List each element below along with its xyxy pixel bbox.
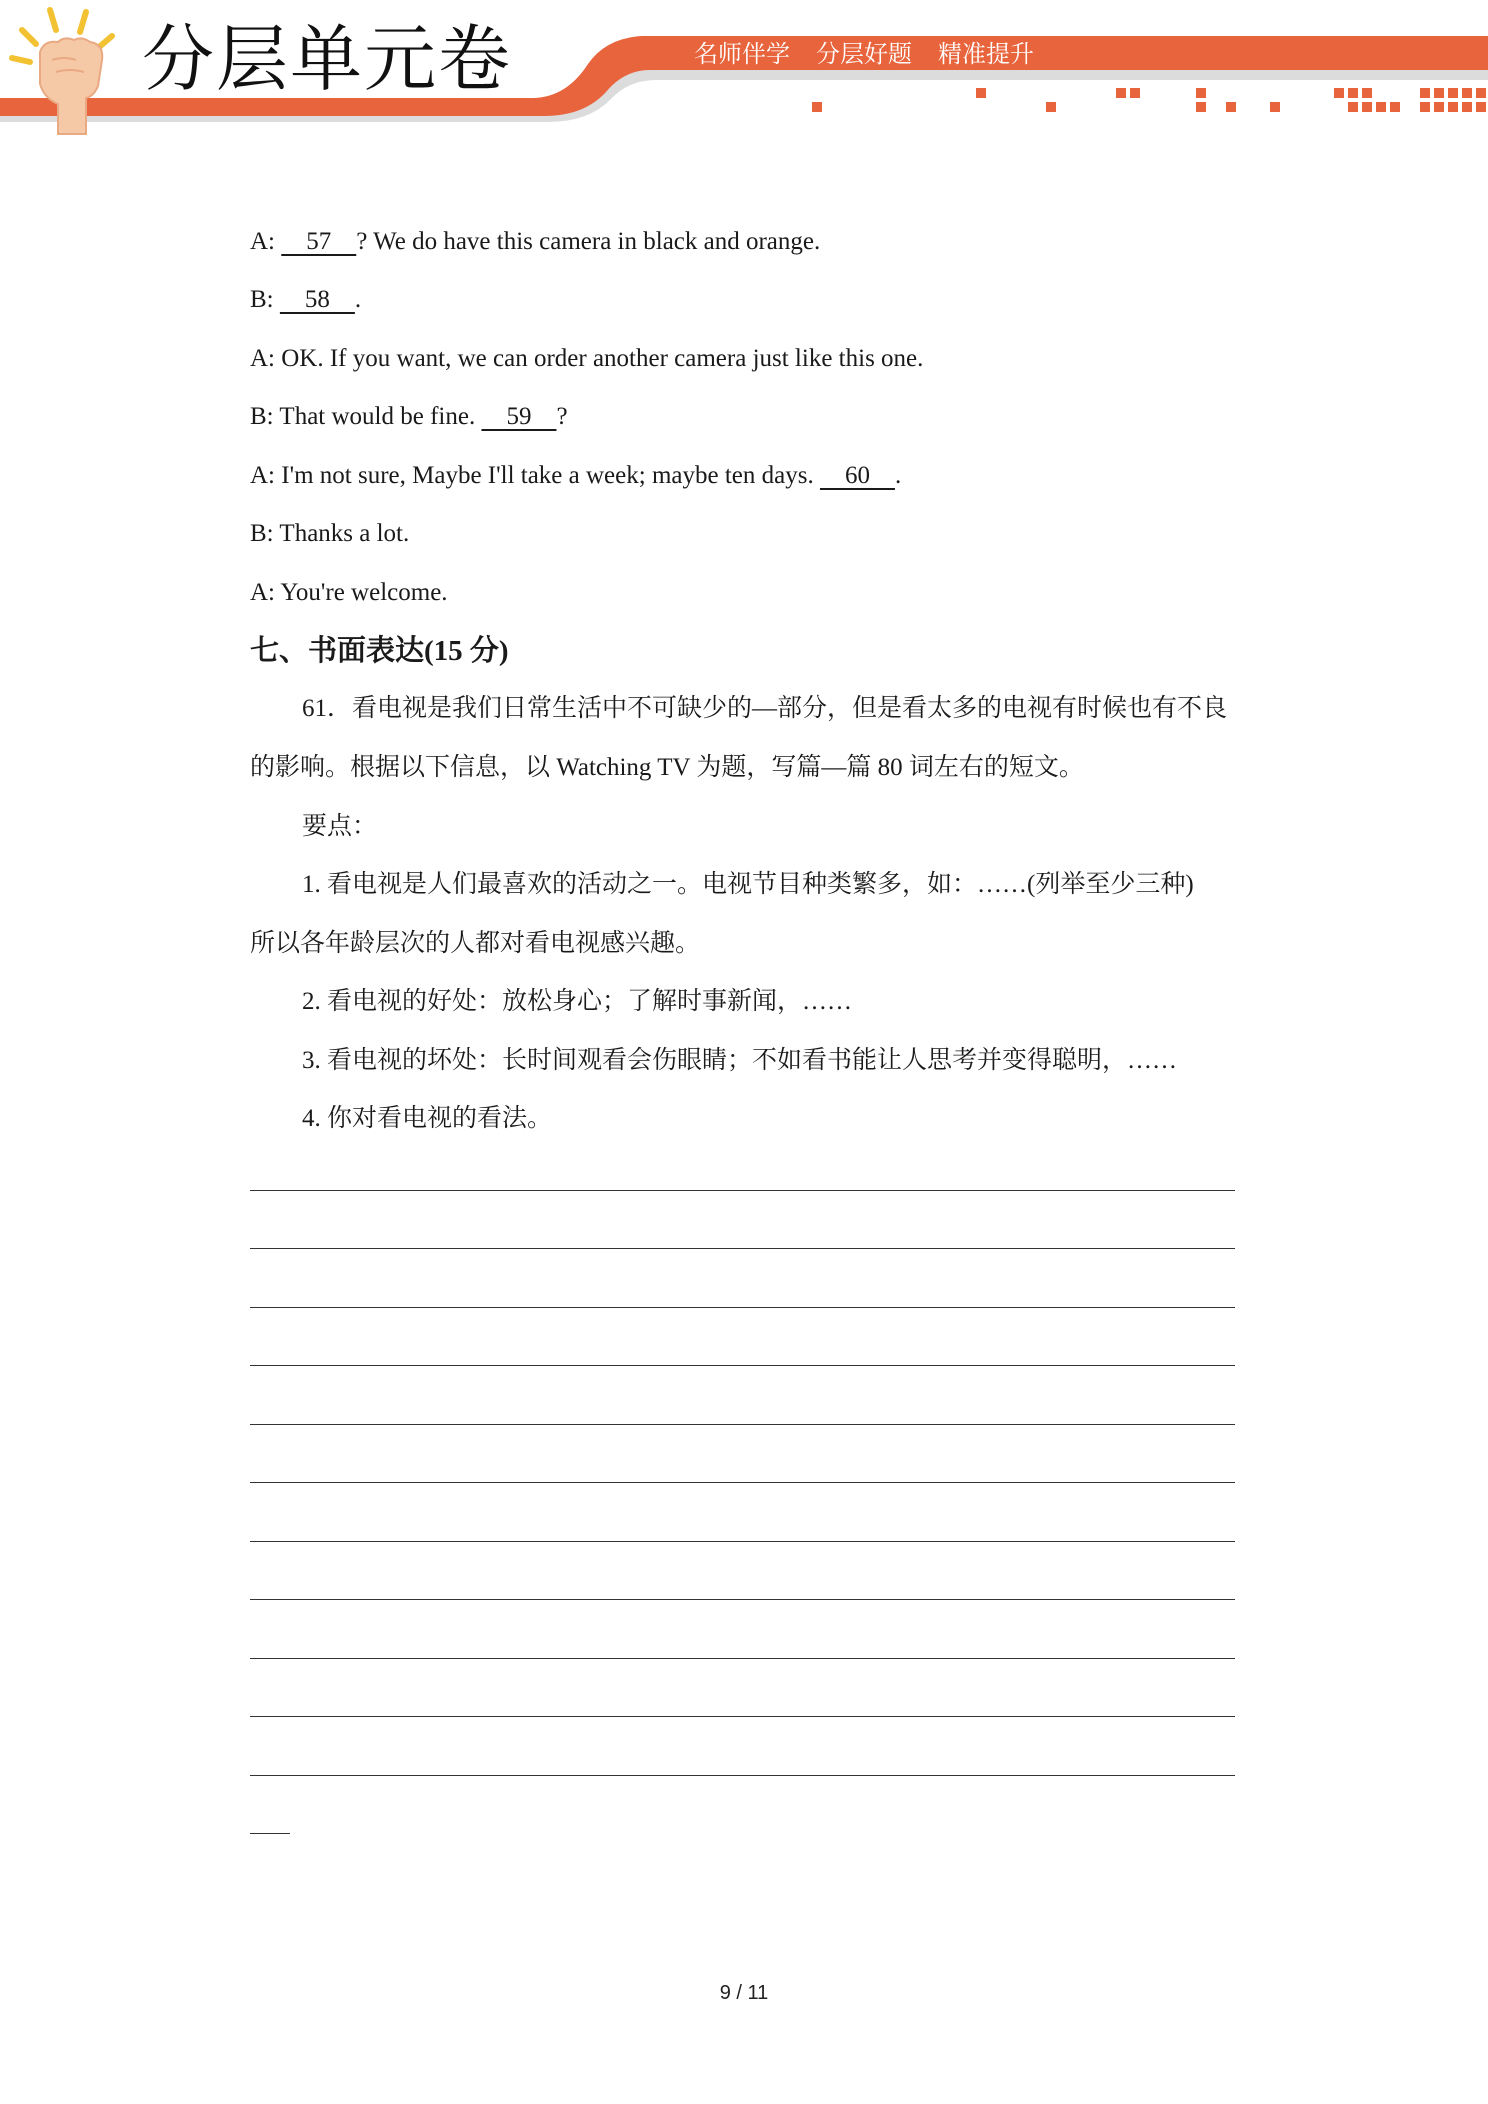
writing-line	[250, 1424, 1235, 1425]
writing-line	[250, 1541, 1235, 1542]
dialogue-line: A: You're welcome.	[250, 579, 448, 606]
point-1-continued: 所以各年龄层次的人都对看电视感兴趣。	[250, 930, 701, 957]
point-4: 4. 你对看电视的看法。	[302, 1105, 553, 1132]
header-slogans	[694, 36, 1034, 72]
writing-line	[250, 1658, 1235, 1659]
points-label: 要点：	[302, 813, 378, 840]
writing-line-end	[250, 1833, 290, 1834]
slogan-3: 精准提升	[938, 40, 1034, 68]
dialogue-line: B: That would be fine. 59 ?	[250, 403, 568, 430]
answer-blank: 60	[819, 462, 895, 489]
dialogue-line: A: I'm not sure, Maybe I'll take a week; maybe ten days. 60 .	[250, 462, 902, 489]
writing-prompt: 61．看电视是我们日常生活中不可缺少的—部分，但是看太多的电视有时候也有不良的影响。根据以下信息，以 Watching TV 为题，写篇—篇 80 词左右的短文。	[250, 695, 1228, 781]
writing-line	[250, 1190, 1235, 1191]
section-heading: 七、书面表达(15 分)	[250, 635, 509, 667]
answer-blank: 57	[281, 228, 357, 255]
header-dots	[812, 88, 1486, 112]
slogan-2: 分层好题	[816, 40, 912, 68]
writing-line	[250, 1716, 1235, 1717]
writing-line	[250, 1482, 1235, 1483]
writing-line	[250, 1775, 1235, 1776]
point-2: 2. 看电视的好处：放松身心；了解时事新闻，……	[302, 988, 853, 1015]
slogan-1: 名师伴学	[694, 40, 790, 68]
answer-blank: 59	[481, 403, 557, 430]
dialogue-line: B: 58 .	[250, 286, 362, 313]
brand-title: 分层单元卷	[142, 17, 513, 101]
answer-blank: 58	[279, 286, 355, 313]
dialogue-line: A: OK. If you want, we can order another camera just like this one.	[250, 345, 924, 372]
page-header	[0, 0, 1488, 140]
writing-line	[250, 1248, 1235, 1249]
point-1: 1. 看电视是人们最喜欢的活动之一。电视节目种类繁多，如：……(列举至少三种)	[302, 871, 1194, 898]
writing-line	[250, 1599, 1235, 1600]
dialogue-line: A: 57 ? We do have this camera in black and orange.	[250, 228, 821, 255]
writing-line	[250, 1307, 1235, 1308]
page-number: 9 / 11	[719, 1982, 769, 2004]
point-3: 3. 看电视的坏处：长时间观看会伤眼睛；不如看书能让人思考并变得聪明，……	[302, 1047, 1178, 1074]
dialogue-line: B: Thanks a lot.	[250, 520, 410, 547]
writing-line	[250, 1365, 1235, 1366]
